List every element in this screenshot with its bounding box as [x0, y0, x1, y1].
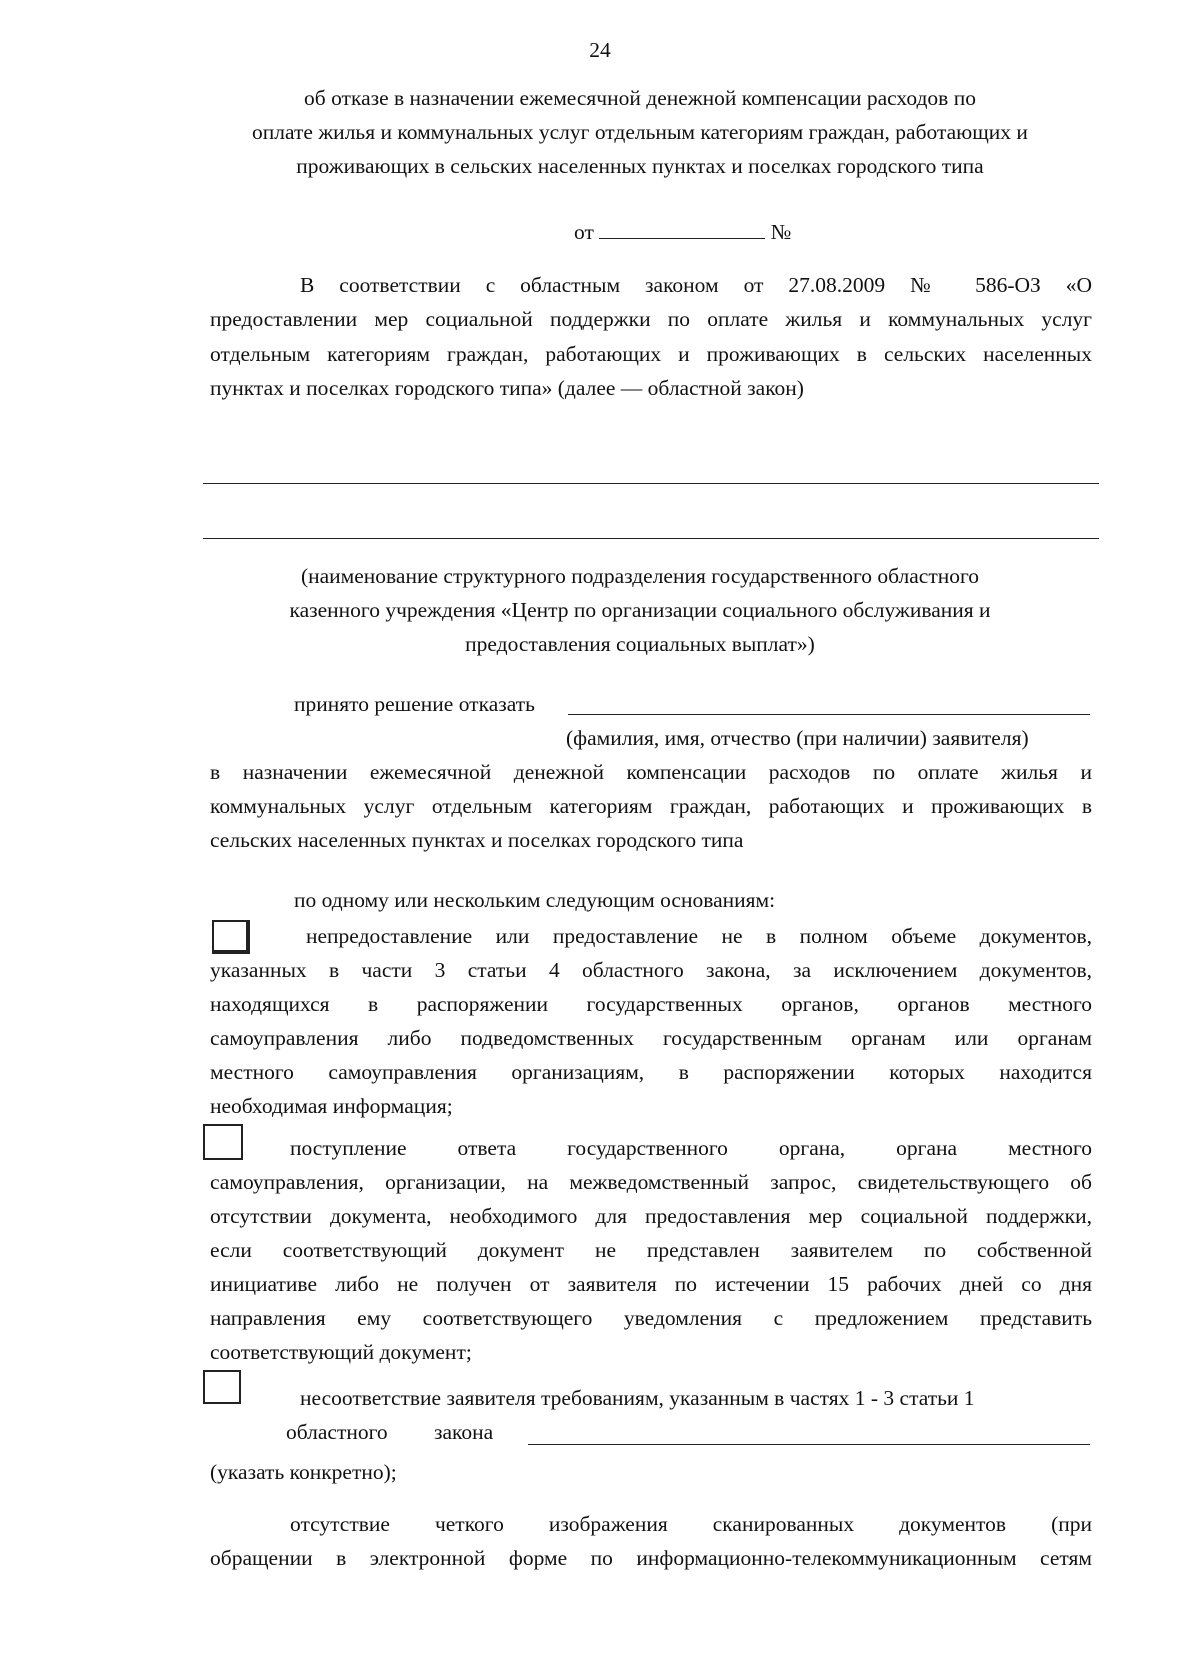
reason-1-line-1: непредоставление или предоставление не в полном объеме документов,	[306, 924, 1092, 948]
reason-2-line-6: направления ему соответствующего уведомления с предложением представить	[210, 1306, 1092, 1330]
reason-3-line-1: несоответствие заявителя требованиям, указанным в частях 1 - 3 статьи 1	[300, 1386, 975, 1410]
reason-4-line-2: обращении в электронной форме по информационно-телекоммуникационным сетям	[210, 1546, 1092, 1570]
reason-3-line-2-part1: областного	[286, 1420, 388, 1444]
reason-2-line-3: отсутствии документа, необходимого для предоставления мер социальной поддержки,	[210, 1204, 1092, 1228]
title-line-3: проживающих в сельских населенных пунктах и поселках городского типа	[296, 154, 984, 178]
org-name-blank-line-1	[203, 483, 1099, 484]
reason-3-checkbox[interactable]	[203, 1370, 241, 1404]
reason-1-line-6: необходимая информация;	[210, 1094, 453, 1118]
reason-2-line-2: самоуправления, организации, на межведомственный запрос, свидетельствующего об	[210, 1170, 1092, 1194]
reason-1-line-2: указанных в части 3 статьи 4 областного закона, за исключением документов,	[210, 958, 1092, 982]
decision-line-3: сельских населенных пунктах и поселках городского типа	[210, 828, 744, 852]
number-label: №	[770, 220, 792, 244]
preamble-line-4: пунктах и поселках городского типа» (далее — областной закон)	[210, 376, 804, 400]
reason-3-line-3: (указать конкретно);	[210, 1460, 397, 1484]
reason-2-checkbox[interactable]	[203, 1124, 243, 1160]
date-blank	[599, 218, 765, 239]
page-number: 24	[589, 38, 611, 62]
reason-3-specify-blank	[528, 1444, 1090, 1445]
org-caption-line-2: казенного учреждения «Центр по организации социального обслуживания и	[289, 598, 991, 622]
title-line-1: об отказе в назначении ежемесячной денежной компенсации расходов по	[304, 86, 976, 110]
org-name-blank-line-2	[203, 538, 1099, 539]
grounds-intro: по одному или нескольким следующим основаниям:	[294, 888, 776, 912]
date-from-label: от	[574, 220, 594, 244]
decision-line-1: в назначении ежемесячной денежной компенсации расходов по оплате жилья и	[210, 760, 1092, 784]
org-caption-line-1: (наименование структурного подразделения государственного областного	[300, 564, 980, 588]
preamble-line-1: В соответствии с областным законом от 27.08.2009 № 586-ОЗ «О	[300, 273, 1092, 297]
reason-2-line-5: инициативе либо не получен от заявителя по истечении 15 рабочих дней со дня	[210, 1272, 1092, 1296]
preamble-line-3: отдельным категориям граждан, работающих и проживающих в сельских населенных	[210, 342, 1092, 366]
reason-3-line-2-part2: закона	[434, 1420, 494, 1444]
reason-2-line-1: поступление ответа государственного органа, органа местного	[290, 1136, 1092, 1160]
decision-label: принято решение отказать	[294, 692, 535, 716]
reason-1-line-5: местного самоуправления организациям, в распоряжении которых находится	[210, 1060, 1092, 1084]
reason-4-line-1: отсутствие четкого изображения сканированных документов (при	[290, 1512, 1092, 1536]
reason-2-line-7: соответствующий документ;	[210, 1340, 472, 1364]
preamble-line-2: предоставлении мер социальной поддержки по оплате жилья и коммунальных услуг	[210, 307, 1092, 331]
org-caption-line-3: предоставления социальных выплат»)	[465, 632, 815, 656]
reason-1-checkbox[interactable]	[212, 920, 250, 954]
decision-line-2: коммунальных услуг отдельным категориям граждан, работающих и проживающих в	[210, 794, 1092, 818]
reason-1-line-3: находящихся в распоряжении государственных органов, органов местного	[210, 992, 1092, 1016]
decision-caption: (фамилия, имя, отчество (при наличии) заявителя)	[566, 726, 1029, 750]
date-line	[574, 218, 791, 246]
applicant-name-blank	[568, 714, 1090, 715]
reason-2-line-4: если соответствующий документ не представлен заявителем по собственной	[210, 1238, 1092, 1262]
title-line-2: оплате жилья и коммунальных услуг отдельным категориям граждан, работающих и	[252, 120, 1028, 144]
reason-1-line-4: самоуправления либо подведомственных государственным органам или органам	[210, 1026, 1092, 1050]
